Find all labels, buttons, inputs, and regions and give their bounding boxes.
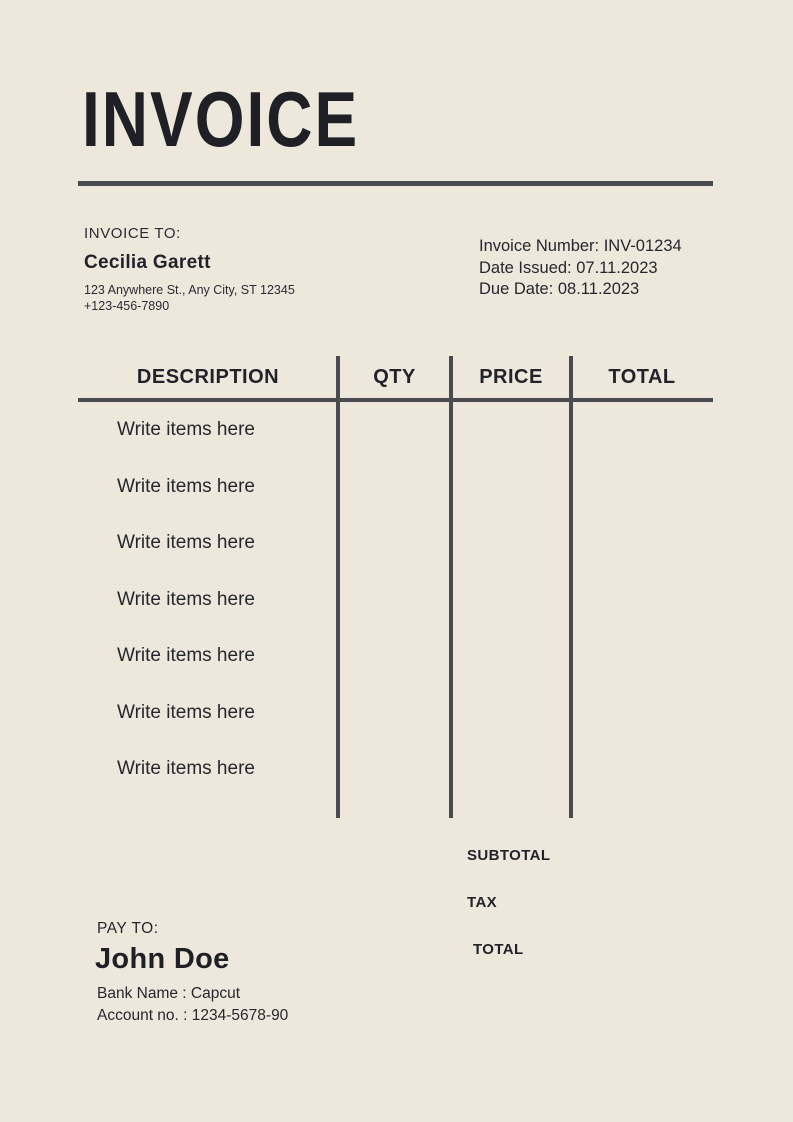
table-row: Write items here xyxy=(117,475,255,497)
bill-to-label: INVOICE TO: xyxy=(84,225,181,242)
bill-to-address: 123 Anywhere St., Any City, ST 12345 xyxy=(84,283,295,297)
date-issued: Date Issued: 07.11.2023 xyxy=(479,258,658,277)
invoice-meta-section xyxy=(479,236,682,301)
bill-to-section xyxy=(84,225,295,313)
table-row: Write items here xyxy=(117,645,255,667)
pay-to-section xyxy=(97,920,288,1025)
title-divider xyxy=(78,181,713,186)
table-row: Write items here xyxy=(117,588,255,610)
tax-label: TAX xyxy=(467,894,498,911)
table-row: Write items here xyxy=(117,532,255,554)
column-header-description: DESCRIPTION xyxy=(136,365,280,388)
due-date: Due Date: 08.11.2023 xyxy=(479,280,640,298)
pay-to-bank: Bank Name : Capcut xyxy=(97,985,241,1002)
table-row: Write items here xyxy=(117,758,255,780)
column-header-price: PRICE xyxy=(479,365,543,388)
total-label: TOTAL xyxy=(473,941,524,958)
subtotal-label: SUBTOTAL xyxy=(467,847,551,864)
invoice-title: INVOICE xyxy=(82,75,360,164)
bill-to-phone: +123-456-7890 xyxy=(84,299,170,313)
column-header-total: TOTAL xyxy=(608,365,676,388)
pay-to-name: John Doe xyxy=(95,943,230,975)
pay-to-label: PAY TO: xyxy=(97,920,159,937)
table-rows xyxy=(78,402,338,798)
column-divider-2 xyxy=(449,356,453,818)
pay-to-account: Account no. : 1234-5678-90 xyxy=(97,1007,289,1024)
line-items-table xyxy=(78,356,713,780)
bill-to-name: Cecilia Garett xyxy=(84,252,211,273)
column-header-qty: QTY xyxy=(373,365,416,388)
table-row: Write items here xyxy=(117,419,255,441)
table-header-row xyxy=(78,356,713,398)
invoice-number: Invoice Number: INV-01234 xyxy=(479,237,682,255)
column-divider-3 xyxy=(569,356,573,818)
table-row: Write items here xyxy=(117,701,255,723)
